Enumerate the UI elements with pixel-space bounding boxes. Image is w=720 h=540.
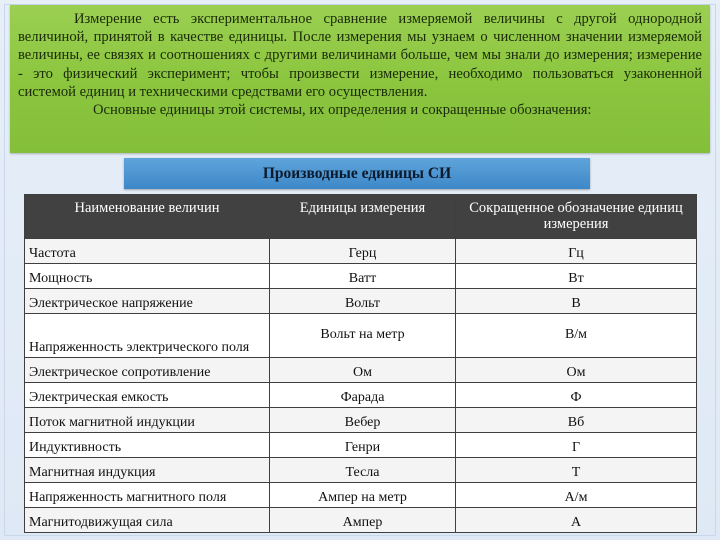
cell-unit: Ом: [270, 358, 456, 383]
table-row: [25, 239, 697, 264]
table-header-row: [25, 195, 697, 239]
table-row: [25, 508, 697, 533]
cell-unit: Ватт: [270, 264, 456, 289]
intro-text-block: [10, 5, 710, 153]
table-row: [25, 458, 697, 483]
table-row: [25, 383, 697, 408]
cell-unit: Тесла: [270, 458, 456, 483]
cell-name: Магнитная индукция: [25, 458, 270, 483]
intro-paragraph: Измерение есть экспериментальное сравнение измеряемой величины с другой однородной величиной, принятой в качестве единицы. После измерения мы узнаем о численном значении измеряемой величины, ее связях и соотношениях с другими величинами больше, чем мы знали до измерения; измерение - это физический эксперимент; чтобы произвести измерение, необходимо пользоваться узаконенной системой единиц и техническими средствами его осуществления.: [18, 11, 702, 100]
cell-name: Магнитодвижущая сила: [25, 508, 270, 533]
intro-paragraph-units: Основные единицы этой системы, их определения и сокращенные обозначения:: [93, 102, 592, 119]
table-row: [25, 358, 697, 383]
cell-name: Поток магнитной индукции: [25, 408, 270, 433]
cell-abbr: Ом: [456, 358, 697, 383]
cell-name: Индуктивность: [25, 433, 270, 458]
cell-unit: Фарада: [270, 383, 456, 408]
cell-name: Частота: [25, 239, 270, 264]
cell-unit: Герц: [270, 239, 456, 264]
table-caption: Производные единицы СИ: [124, 158, 590, 189]
cell-unit: Вебер: [270, 408, 456, 433]
table-row: [25, 264, 697, 289]
header-abbr: Сокращенное обозначение единиц измерения: [456, 195, 697, 239]
cell-abbr: А/м: [456, 483, 697, 508]
header-unit: Единицы измерения: [270, 195, 456, 239]
cell-unit: Генри: [270, 433, 456, 458]
cell-abbr: Вт: [456, 264, 697, 289]
cell-abbr: Гц: [456, 239, 697, 264]
cell-name: Напряженность магнитного поля: [25, 483, 270, 508]
cell-abbr: Ф: [456, 383, 697, 408]
cell-abbr: В/м: [456, 314, 697, 358]
cell-unit: Ампер на метр: [270, 483, 456, 508]
units-table-container: [24, 194, 696, 533]
table-row: [25, 289, 697, 314]
cell-name: Электрическое сопротивление: [25, 358, 270, 383]
header-name: Наименование величин: [25, 195, 270, 239]
cell-unit: Ампер: [270, 508, 456, 533]
cell-name: Напряженность электрического поля: [25, 314, 270, 358]
table-row: [25, 314, 697, 358]
table-row: [25, 433, 697, 458]
cell-abbr: А: [456, 508, 697, 533]
cell-name: Мощность: [25, 264, 270, 289]
cell-abbr: Г: [456, 433, 697, 458]
cell-name: Электрическая емкость: [25, 383, 270, 408]
table-row: [25, 408, 697, 433]
cell-unit: Вольт на метр: [270, 314, 456, 358]
cell-abbr: Т: [456, 458, 697, 483]
cell-unit: Вольт: [270, 289, 456, 314]
cell-abbr: В: [456, 289, 697, 314]
cell-abbr: Вб: [456, 408, 697, 433]
table-row: [25, 483, 697, 508]
cell-name: Электрическое напряжение: [25, 289, 270, 314]
units-table: [24, 194, 697, 533]
